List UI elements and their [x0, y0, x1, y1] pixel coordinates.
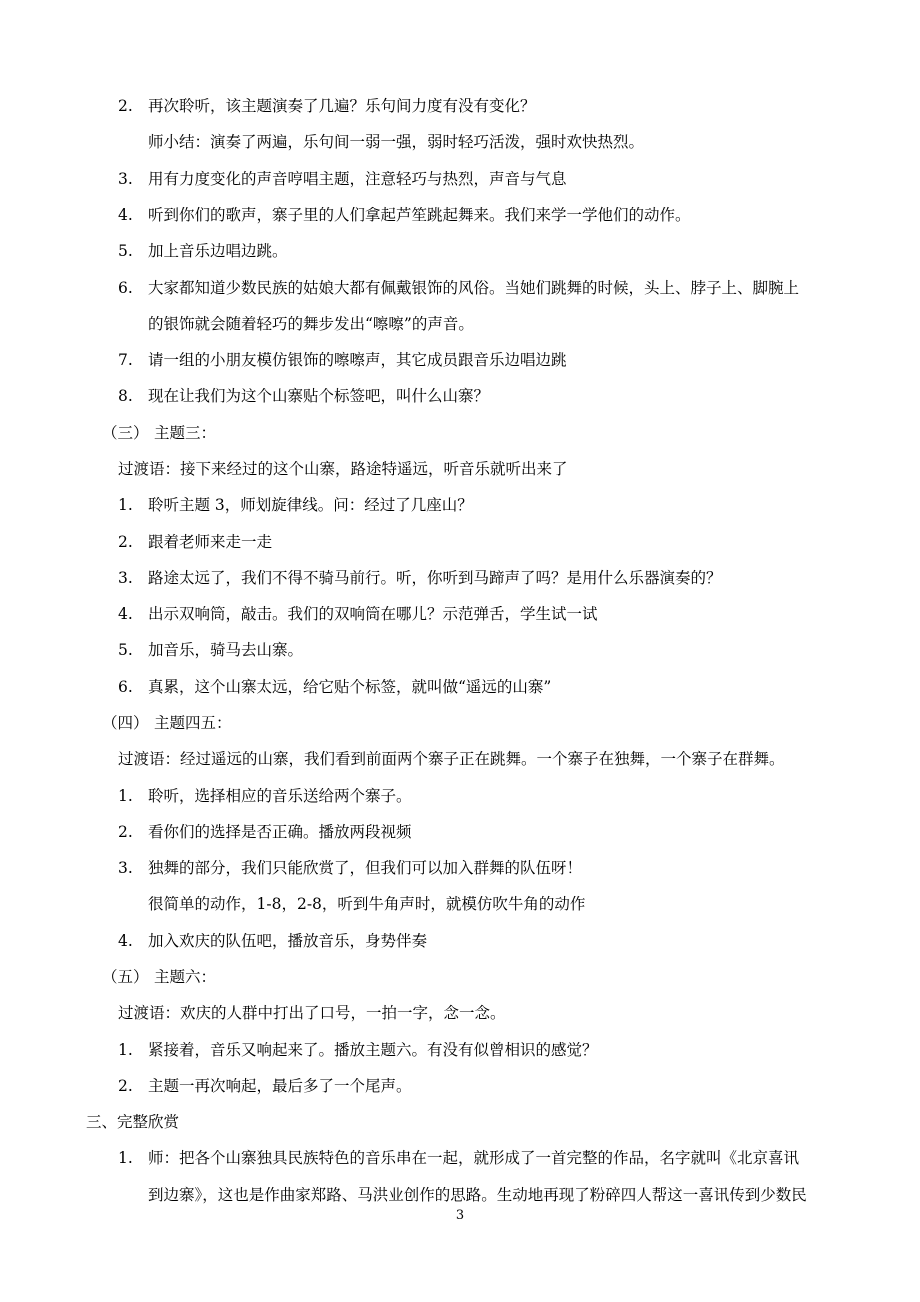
item-text: 主题一再次响起，最后多了一个尾声。: [148, 1077, 412, 1095]
item-text: 听到你们的歌声，寨子里的人们拿起芦笙跳起舞来。我们来学一学他们的动作。: [148, 206, 691, 224]
list-item: [118, 677, 551, 697]
list-item: [118, 532, 272, 552]
paragraph: [148, 132, 644, 152]
chapter-title: 三、完整欣赏: [86, 1113, 180, 1131]
item-text: 再次聆听，该主题演奏了几遍？乐句间力度有没有变化？: [148, 97, 536, 115]
item-number: 2.: [118, 97, 133, 115]
section-heading: [102, 423, 216, 443]
section-number: （四）: [102, 714, 149, 732]
item-text: 过渡语：欢庆的人群中打出了口号，一拍一字，念一念。: [118, 1004, 506, 1022]
list-item: [118, 640, 303, 660]
chapter-heading: [86, 1112, 179, 1132]
section-heading: [102, 967, 216, 987]
item-number: 5.: [118, 242, 133, 260]
item-number: 1.: [118, 496, 133, 514]
page-number: 3: [455, 1208, 465, 1223]
item-number: 3.: [118, 569, 133, 587]
list-item: [118, 1040, 598, 1060]
item-text: 师：把各个山寨独具民族特色的音乐串在一起，就形成了一首完整的作品，名字就叫《北京喜讯: [148, 1149, 800, 1167]
item-text: 用有力度变化的声音哼唱主题，注意轻巧与热烈，声音与气息: [148, 170, 567, 188]
item-text: 聆听主题 3，师划旋律线。问：经过了几座山？: [148, 496, 473, 514]
item-text: 过渡语：接下来经过的这个山寨，路途特遥远，听音乐就听出来了: [118, 460, 568, 478]
list-item: [118, 386, 489, 406]
item-text: 加音乐，骑马去山寨。: [148, 641, 304, 659]
paragraph: [148, 1185, 807, 1205]
list-item: [118, 1076, 412, 1096]
item-text: 跟着老师来走一走: [148, 533, 273, 551]
item-number: 4.: [118, 605, 133, 623]
item-text: 到边寨》，这也是作曲家郑路、马洪业创作的思路。生动地再现了粉碎四人帮这一喜讯传到少数民: [148, 1186, 807, 1204]
list-item: [118, 858, 582, 878]
item-number: 2.: [118, 533, 133, 551]
item-text: 路途太远了，我们不得不骑马前行。听，你听到马蹄声了吗？是用什么乐器演奏的？: [148, 569, 722, 587]
item-text: 紧接着，音乐又响起来了。播放主题六。有没有似曾相识的感觉？: [148, 1041, 598, 1059]
list-item: [118, 568, 722, 588]
paragraph: [148, 314, 474, 334]
list-item: [118, 278, 799, 298]
item-number: 2.: [118, 1077, 133, 1095]
section-number: （五）: [102, 968, 149, 986]
item-text: 看你们的选择是否正确。播放两段视频: [148, 823, 412, 841]
item-number: 2.: [118, 823, 133, 841]
item-number: 1.: [118, 787, 133, 805]
item-text: 请一组的小朋友模仿银饰的嚓嚓声，其它成员跟音乐边唱边跳: [148, 351, 567, 369]
item-number: 4.: [118, 206, 133, 224]
list-item: [118, 604, 598, 624]
item-number: 6.: [118, 678, 133, 696]
item-number: 1.: [118, 1041, 133, 1059]
section-number: （三）: [102, 424, 149, 442]
item-number: 3.: [118, 859, 133, 877]
list-item: [118, 822, 412, 842]
section-heading: [102, 713, 232, 733]
item-number: 3.: [118, 170, 133, 188]
item-number: 5.: [118, 641, 133, 659]
item-text: 师小结：演奏了两遍，乐句间一弱一强，弱时轻巧活泼，强时欢快热烈。: [148, 133, 645, 151]
list-item: [118, 495, 473, 515]
section-title: 主题四五：: [154, 714, 232, 732]
item-number: 6.: [118, 279, 133, 297]
item-text: 加上音乐边唱边跳。: [148, 242, 288, 260]
item-text: 大家都知道少数民族的姑娘大都有佩戴银饰的风俗。当她们跳舞的时候，头上、脖子上、脚腕上: [148, 279, 800, 297]
item-text: 聆听，选择相应的音乐送给两个寨子。: [148, 787, 412, 805]
item-number: 1.: [118, 1149, 133, 1167]
item-text: 过渡语：经过遥远的山寨，我们看到前面两个寨子正在跳舞。一个寨子在独舞，一个寨子在群舞。: [118, 750, 785, 768]
item-text: 现在让我们为这个山寨贴个标签吧，叫什么山寨？: [148, 387, 490, 405]
item-text: 的银饰就会随着轻巧的舞步发出“嚓嚓”的声音。: [148, 315, 474, 333]
list-item: [118, 931, 427, 951]
item-number: 4.: [118, 932, 133, 950]
section-title: 主题三：: [154, 424, 217, 442]
section-title: 主题六：: [154, 968, 217, 986]
item-text: 出示双响筒，敲击。我们的双响筒在哪儿？示范弹舌，学生试一试: [148, 605, 598, 623]
paragraph: [148, 894, 585, 914]
list-item: [118, 96, 536, 116]
item-text: 加入欢庆的队伍吧，播放音乐，身势伴奏: [148, 932, 428, 950]
list-item: [118, 169, 567, 189]
item-number: 7.: [118, 351, 133, 369]
item-text: 真累，这个山寨太远，给它贴个标签，就叫做“遥远的山寨”: [148, 678, 552, 696]
list-item: [118, 205, 691, 225]
paragraph: [118, 459, 568, 479]
item-text: 独舞的部分，我们只能欣赏了，但我们可以加入群舞的队伍呀！: [148, 859, 583, 877]
item-number: 8.: [118, 387, 133, 405]
item-text: 很简单的动作，1-8，2-8，听到牛角声时，就模仿吹牛角的动作: [148, 895, 586, 913]
list-item: [118, 1148, 799, 1168]
paragraph: [118, 749, 785, 769]
paragraph: [118, 1003, 506, 1023]
list-item: [118, 786, 412, 806]
list-item: [118, 241, 288, 261]
list-item: [118, 350, 567, 370]
